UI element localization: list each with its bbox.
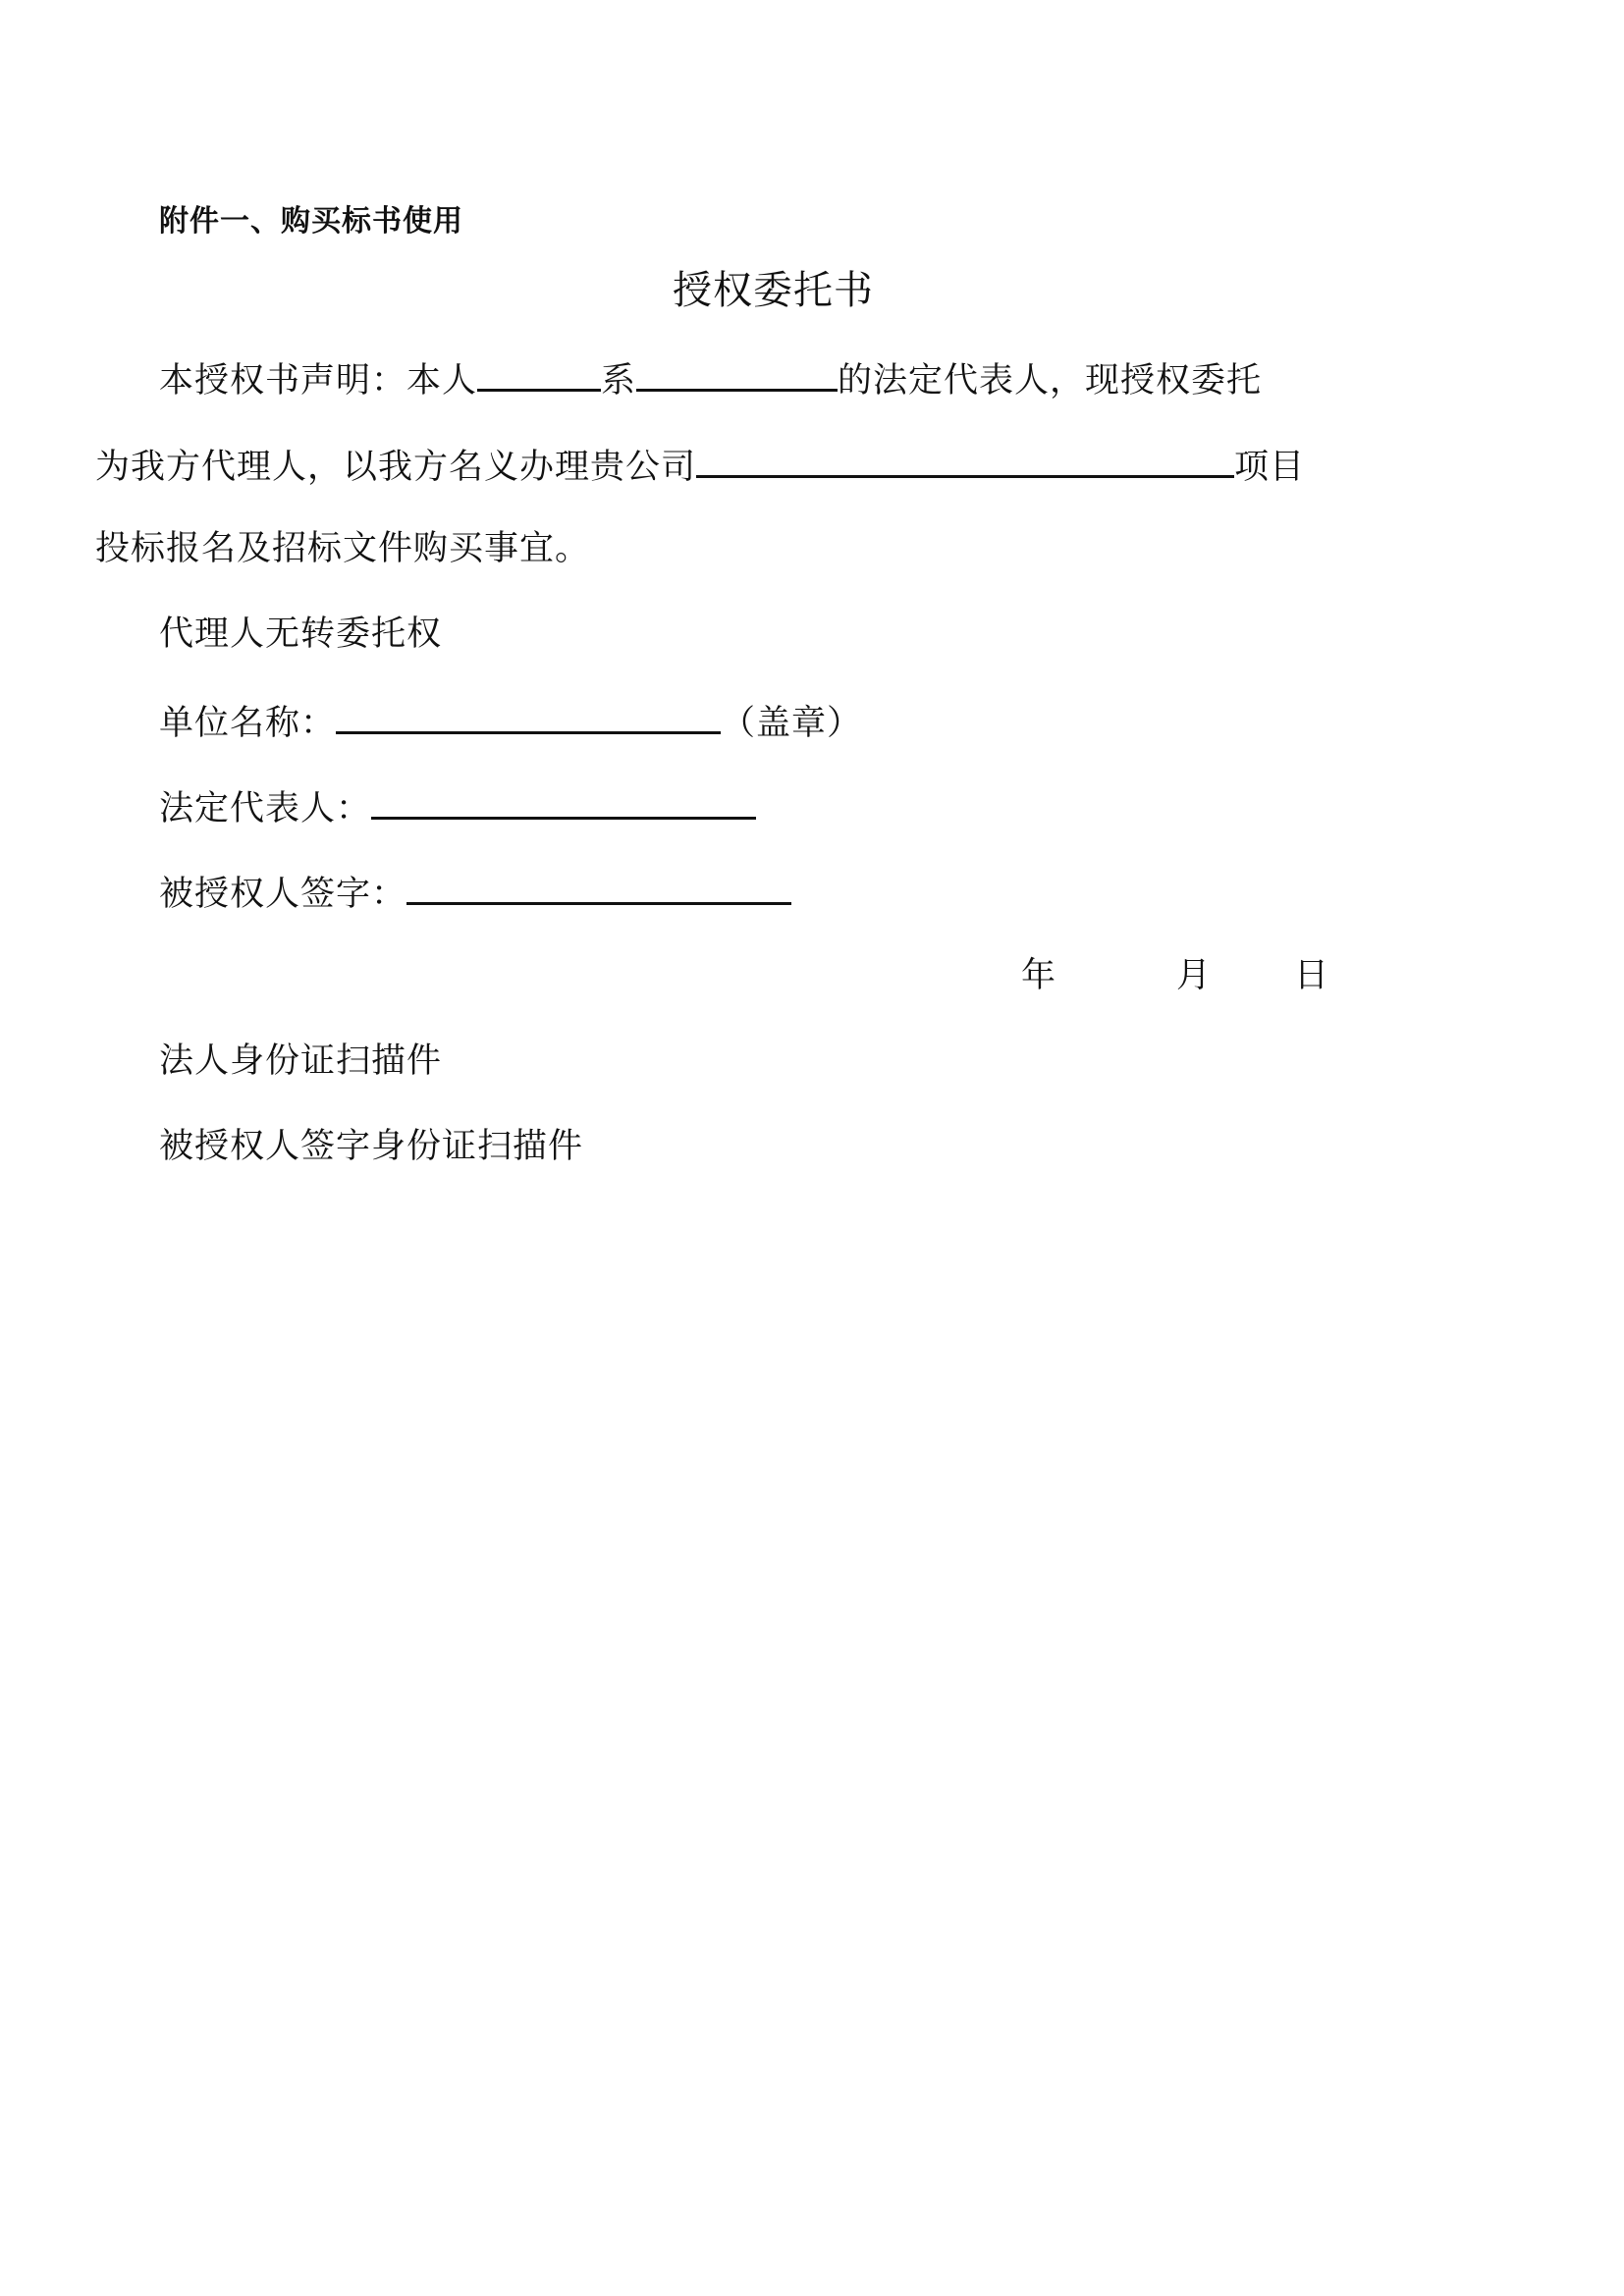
declaration-line-2 bbox=[95, 442, 1305, 489]
project-name-blank[interactable] bbox=[696, 442, 1234, 478]
company-blank[interactable] bbox=[636, 355, 838, 392]
attachment-label: 附件一、购买标书使用 bbox=[159, 204, 463, 239]
declaration-line-3: 投标报名及招标文件购买事宜。 bbox=[95, 529, 591, 568]
declaration-text-1b: 系 bbox=[601, 361, 637, 400]
principal-name-blank[interactable] bbox=[477, 355, 601, 392]
company-name-label: 单位名称： bbox=[159, 704, 337, 743]
date-year: 年 bbox=[1021, 956, 1057, 995]
company-name-blank[interactable] bbox=[336, 698, 721, 734]
authorized-signature-blank[interactable] bbox=[406, 869, 791, 905]
authorized-id-scan-label: 被授权人签字身份证扫描件 bbox=[159, 1127, 584, 1166]
legal-rep-row bbox=[159, 783, 756, 830]
declaration-text-1a: 本授权书声明：本人 bbox=[159, 361, 478, 400]
legal-id-scan-label: 法人身份证扫描件 bbox=[159, 1041, 443, 1081]
date-day: 日 bbox=[1294, 956, 1330, 995]
declaration-text-1c: 的法定代表人，现授权委托 bbox=[838, 361, 1263, 400]
company-name-row bbox=[159, 698, 862, 745]
declaration-text-2b: 项目 bbox=[1234, 448, 1306, 487]
authorized-signature-label: 被授权人签字： bbox=[159, 875, 407, 914]
legal-rep-blank[interactable] bbox=[371, 783, 756, 820]
declaration-text-2a: 为我方代理人，以我方名义办理贵公司 bbox=[95, 448, 697, 487]
legal-rep-label: 法定代表人： bbox=[159, 789, 372, 828]
date-month: 月 bbox=[1176, 956, 1213, 995]
declaration-line-1 bbox=[159, 355, 1262, 402]
document-title: 授权委托书 bbox=[673, 268, 874, 313]
no-delegation-statement: 代理人无转委托权 bbox=[159, 614, 443, 654]
authorized-signature-row bbox=[159, 869, 791, 916]
seal-note: （盖章） bbox=[721, 704, 863, 743]
